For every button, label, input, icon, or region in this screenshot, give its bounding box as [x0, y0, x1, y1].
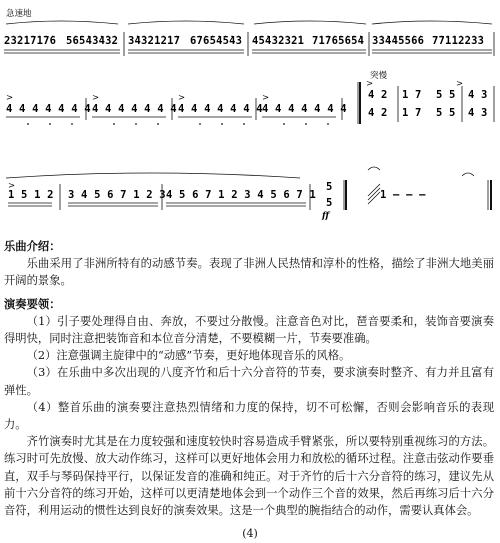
row1-group-5: 4̇5̇4̇3̇2̇3̇2̇1 [252, 35, 305, 47]
intro-heading: 乐曲介绍： [4, 240, 61, 253]
row3-group-2: 3 4 5 6 7 1 2 3 [68, 189, 166, 201]
row3-group-3: 4 5 6 7 1 2 3 4 5 6 7 1 [166, 189, 316, 201]
music-score [0, 0, 500, 225]
row1-group-7: 3̇3̇4̇4̇5̇5̇6̇6 [372, 35, 425, 47]
row1-group-3: 3̇4̇3̇2̇1̇2̇1̇7 [128, 35, 181, 47]
svg-text:>: > [262, 93, 270, 103]
intro-body: 乐曲采用了非洲所特有的动感节奏。表现了非洲人民热情和淳朴的性格，描绘了非洲大地美丽开阔的景象。 [4, 257, 494, 288]
row2-top-3: 5 5 [436, 89, 456, 101]
row2-group-1: 4 4 4 4 4 4 4 [6, 103, 91, 115]
row2-group-3: 4 4 4 4 4 4 4 [178, 103, 263, 115]
row1-group-2: 5̇6̇5̇4̇3̇4̇3̇2 [66, 35, 119, 47]
row2-bottom-2: 1 7 [402, 107, 422, 119]
point-1: （1）引子要处理得自由、奔放，不要过分散慢。注意音色对比，琶音要柔和，装饰音要演奏得明快，同时注意把装饰音和本位音分清楚，不要模糊一片，节奏要准确。 [4, 314, 494, 346]
row2-top-4: 4 3 [468, 89, 488, 101]
row1-group-1: 2̇3̇2̇1̇7̇1̇7̇6 [4, 35, 57, 47]
svg-text:>: > [92, 93, 100, 103]
row1-group-8: 7̇7̇1̇1̇2̇2̇3̇3 [432, 35, 485, 47]
dynamic-mark: ff [322, 211, 330, 221]
row1-group-6: 7̇1̇7̇6̇5̇6̇5̇4 [312, 35, 365, 47]
score-row-1 [4, 21, 494, 56]
row3-end-top: 5 [326, 181, 333, 193]
point-3: （3）在乐曲中多次出现的八度齐竹和后十六分音符的节奏，要求演奏时整齐、有力并且富有弹性。 [4, 366, 494, 397]
text-section [4, 238, 494, 519]
row3-final: 1 — — — [380, 189, 426, 201]
practice-notes: 齐竹演奏时尤其是在力度较强和速度较快时容易造成手臂紧张，所以要特别重视练习的方法。练习时可先放慢、放大动作练习，这样可以更好地体会用力和放松的循环过程。注意击弦动作要垂直，双手与琴码保持平行，以保证发音的准确和纯正。对于齐竹的后十六分音符的练习，建议先从前十六分音符的练习开始，这样可以更清楚地体会到一个动作三个音的效果，然后再练习后十六分音符，利用运动的惯性达到良好的演奏效果。这是一个典型的腕指结合的动作，需要认真体会。 [4, 435, 494, 518]
point-2: （2）注意强调主旋律中的“动感”节奏，更好地体现音乐的风格。 [26, 349, 351, 363]
svg-text:>: > [6, 93, 14, 103]
score-row-3 [6, 167, 491, 221]
row2-group-2: 4 4 4 4 4 4 4 [92, 103, 177, 115]
row2-group-4: 4 4 4 4 4 4 4 [262, 103, 347, 115]
row3-group-1: 1 5 1 2 [8, 189, 54, 201]
row2-bottom-4: 4 3 [468, 107, 488, 119]
points-heading: 演奏要领： [4, 297, 61, 311]
svg-text:>: > [8, 181, 16, 191]
row3-end-bottom: 5 [326, 197, 333, 209]
row2-bottom-1: 4 2 [368, 107, 388, 119]
slow-mark: 突慢 [370, 71, 388, 81]
row2-top-1: 4 2 [368, 89, 388, 101]
svg-text:>: > [366, 79, 374, 89]
point-4: （4）整首乐曲的演奏要注意热烈情绪和力度的保持，切不可松懈，否则会影响音乐的表现力。 [4, 400, 494, 432]
page-number: (4) [242, 527, 258, 540]
svg-text:>: > [456, 79, 464, 89]
row2-top-2: 1 7 [402, 89, 422, 101]
svg-text:>: > [178, 93, 186, 103]
row1-group-4: 6̇7̇6̇5̇4̇5̇4̇3 [190, 35, 243, 47]
row2-bottom-3: 5 5 [436, 107, 456, 119]
tempo-mark: 急速地 [6, 9, 32, 19]
score-row-2 [6, 79, 494, 125]
